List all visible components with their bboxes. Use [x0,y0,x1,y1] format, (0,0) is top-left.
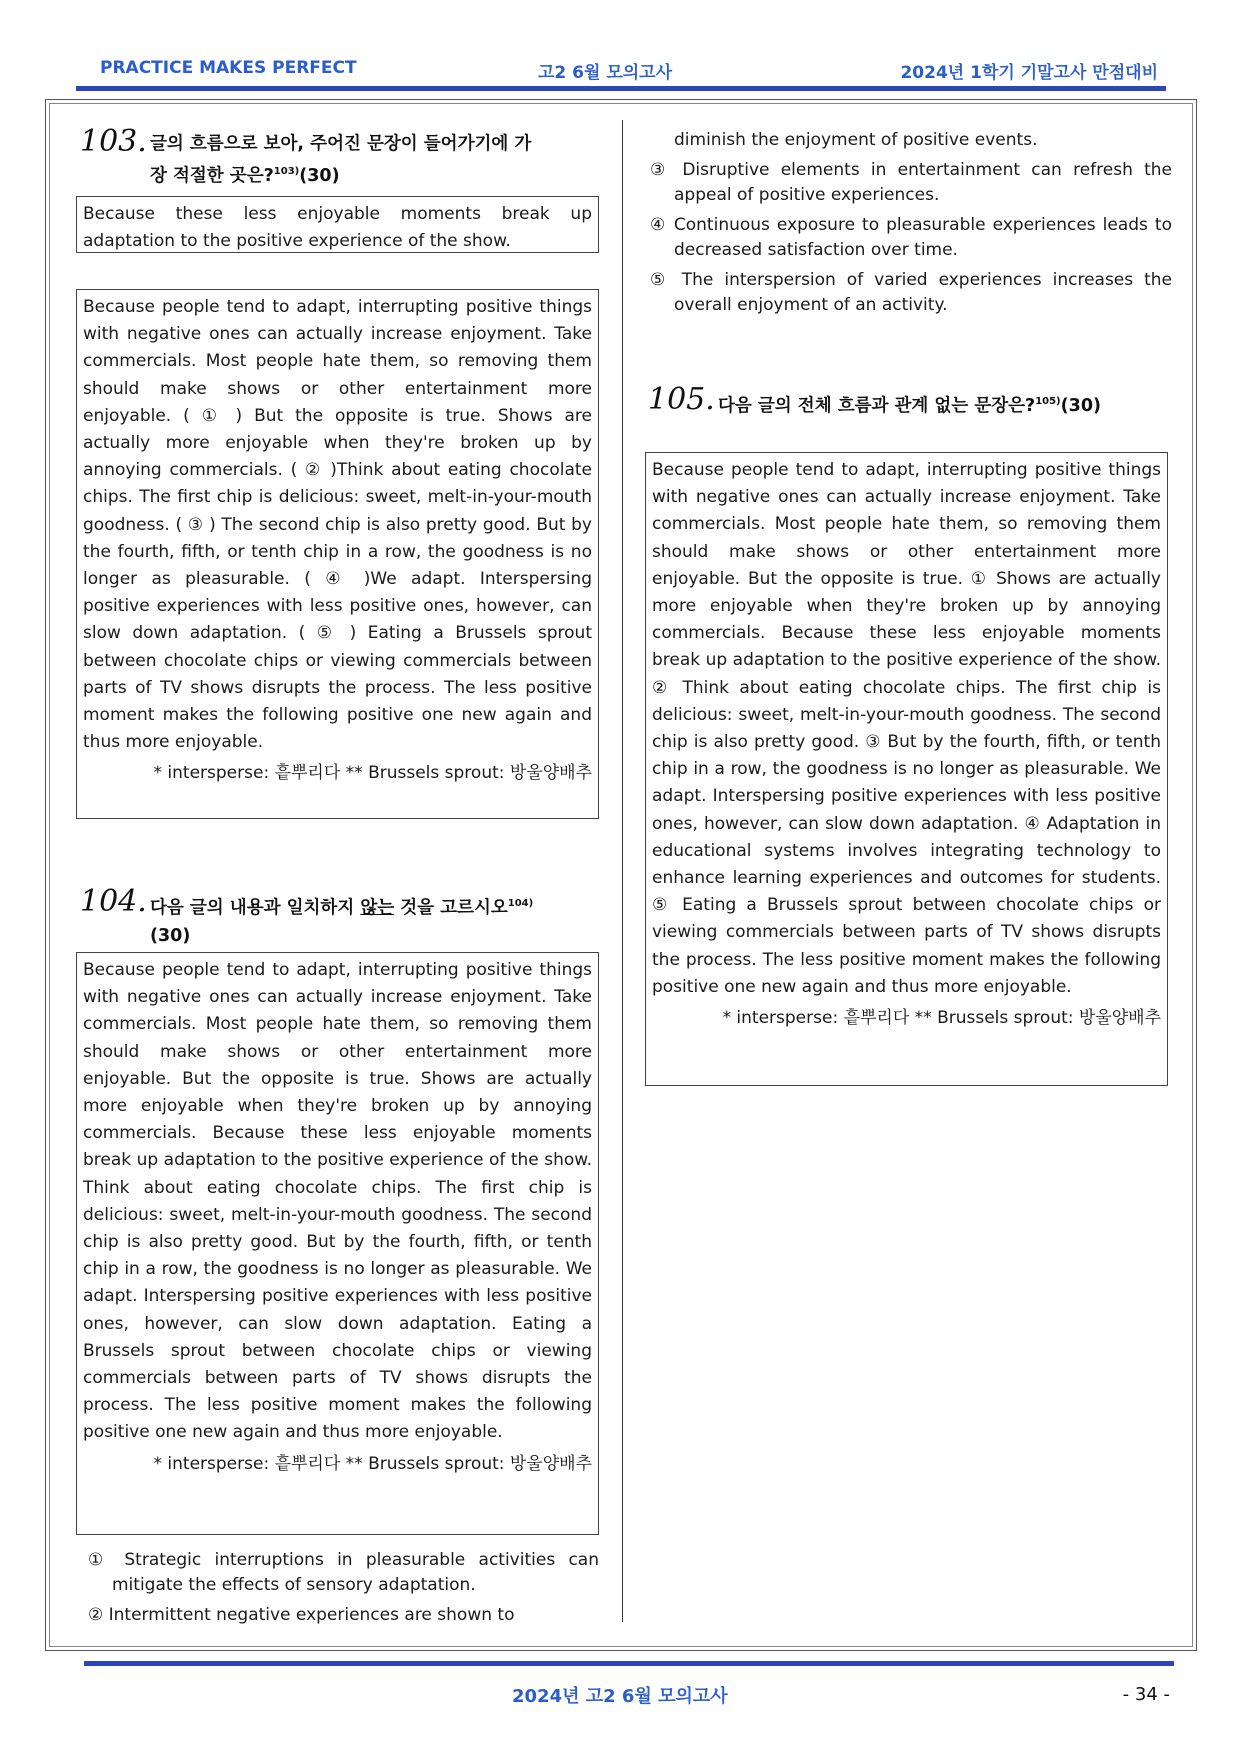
question-title [150,130,680,190]
passage-box-103 [76,289,599,819]
question-number: 105. [648,382,715,417]
page-header [76,52,1166,88]
passage-text: Because people tend to adapt, interrupting positive things with negative ones can actually increase enjoyment. Take commercials. Most people hate them, so removing them should make shows or other entertainment more enjoyable. But the opposite is true. ① Shows are actually more enjoyable when they're broken up by annoying commercials. Because these less enjoyable moments break up adaptation to the positive experience of the show. ② Think about eating chocolate chips. The first chip is delicious: sweet, melt-in-your-mouth goodness. The second chip is also pretty good. ③ But by the fourth, fifth, or tenth chip in a row, the goodness is no longer as pleasurable. We adapt. Interspersing positive experiences with less positive ones, however, can slow down adaptation. ④ Adaptation in educational systems involves integrating technology to enhance learning experiences and outcomes for students. ⑤ Eating a Brussels sprout between chocolate chips or viewing commercials between parts of TV shows disrupts the process. The less positive moment makes the following positive one new again and thus more enjoyable. [652,460,1161,997]
footnote: * intersperse: 흩뿌리다 ** Brussels sprout: 방울양배추 [153,763,592,784]
option-3[interactable]: ③ Disruptive elements in entertainment can refresh the appeal of positive experiences. [650,160,1172,205]
header-left: PRACTICE MAKES PERFECT [100,58,357,78]
footnote: * intersperse: 흩뿌리다 ** Brussels sprout: 방울양배추 [722,1008,1161,1029]
page-number: - 34 - [1122,1684,1170,1705]
passage-box-104 [76,952,599,1535]
question-title-line1: 글의 흐름으로 보아, 주어진 문장이 들어가기에 가 [150,134,532,154]
column-divider [622,120,623,1622]
footer-title: 2024년 고2 6월 모의고사 [512,1686,728,1707]
header-center: 고2 6월 모의고사 [538,63,673,83]
question-number: 103. [80,124,147,159]
footer-rule [84,1661,1174,1666]
question-number: 104. [80,884,147,919]
footnote: * intersperse: 흩뿌리다 ** Brussels sprout: 방울양배추 [153,1453,592,1474]
passage-text: Because people tend to adapt, interrupting positive things with negative ones can actually increase enjoyment. Take commercials. Most people hate them, so removing them should make shows or other entertainment more enjoyable. ( ① ) But the opposite is true. Shows are actually more enjoyable when they're broken up by annoying commercials. ( ② )Think about eating chocolate chips. The first chip is delicious: sweet, melt-in-your-mouth goodness. ( ③ ) The second chip is also pretty good. But by the fourth, fifth, or tenth chip in a row, the goodness is no longer as pleasurable. ( ④ )We adapt. Interspersing positive experiences with less positive ones, however, can slow down adaptation. ( ⑤ ) Eating a Brussels sprout between chocolate chips or viewing commercials between parts of TV shows disrupts the process. The less positive moment makes the following positive one new again and thus more enjoyable. [83,297,592,753]
options-104-right [650,128,1172,323]
given-sentence-box: Because these less enjoyable moments break up adaptation to the positive experience of the show. [76,196,599,253]
option-2-continuation: diminish the enjoyment of positive events. [674,130,1038,150]
question-title: 다음 글의 전체 흐름과 관계 없는 문장은?$^{105)}$(30) [718,395,1101,416]
option-2[interactable]: ② Intermittent negative experiences are shown to [88,1605,515,1625]
question-title-line2: 장 적절한 곳은?$^{103)}$(30) [150,165,340,186]
option-4[interactable]: ④ Continuous exposure to pleasurable experiences leads to decreased satisfaction over time. [650,215,1172,260]
header-rule [76,86,1166,91]
passage-box-105 [645,452,1168,1086]
header-right: 2024년 1학기 기말고사 만점대비 [900,63,1158,83]
passage-text: Because people tend to adapt, interrupting positive things with negative ones can actually increase enjoyment. Take commercials. Most people hate them, so removing them should make shows or other entertainment more enjoyable. But the opposite is true. Shows are actually more enjoyable when they're broken up by annoying commercials. Because these less enjoyable moments break up adaptation to the positive experience of the show. Think about eating chocolate chips. The first chip is delicious: sweet, melt-in-your-mouth goodness. The second chip is also pretty good. But by the fourth, fifth, or tenth chip in a row, the goodness is no longer as pleasurable. We adapt. Interspersing positive experiences with less positive ones, however, can slow down adaptation. Eating a Brussels sprout between chocolate chips or viewing commercials between parts of TV shows disrupts the process. The less positive moment makes the following positive one new again and thus more enjoyable. [83,960,592,1443]
question-title: 다음 글의 내용과 일치하지 않는 것을 고르시오$^{104)}$ (30) [150,897,534,946]
option-5[interactable]: ⑤ The interspersion of varied experiences increases the overall enjoyment of an activity. [650,270,1172,315]
option-1[interactable]: ① Strategic interruptions in pleasurable activities can mitigate the effects of sensory adaptation. [88,1550,599,1595]
options-104-left [88,1548,599,1633]
